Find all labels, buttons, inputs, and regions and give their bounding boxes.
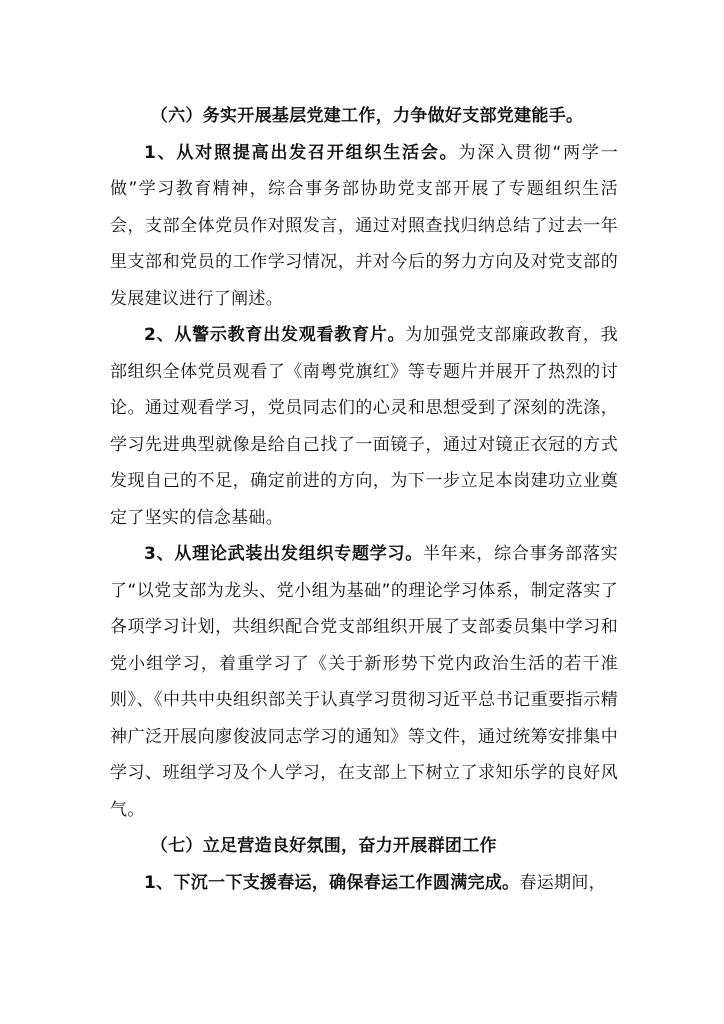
- document-page: [110, 98, 618, 901]
- section-7-heading: （七）立足营造良好氛围，奋力开展群团工作: [150, 836, 497, 856]
- item-lead: 1、下沉一下支援春运，确保春运工作圆满完成。: [144, 872, 520, 893]
- section-6-heading: （六）务实开展基层党建工作，力争做好支部党建能手。: [150, 106, 584, 126]
- section-6-item-3: [110, 536, 618, 828]
- section-6-item-1: [110, 135, 618, 318]
- item-text: 春运期间，: [519, 872, 606, 893]
- item-text: 为深入贯彻“两学一做”学习教育精神，综合事务部协助党支部开展了专题组织生活会，支部全体党员作对照发言，通过对照查找归纳总结了过去一年里支部和党员的工作学习情况，并对今后的努力方向及对党支部的发展建议进行了阐述。: [110, 142, 618, 309]
- section-6-item-2: [110, 317, 618, 536]
- item-text: 为加强党支部廉政教育，我部组织全体党员观看了《南粤党旗红》等专题片并展开了热烈的讨论。通过观看学习，党员同志们的心灵和思想受到了深刻的洗涤，学习先进典型就像是给自己找了一面镜子，通过对镜正衣冠的方式发现自己的不足，确定前进的方向，为下一步立足本岗建功立业奠定了坚实的信念基础。: [110, 325, 618, 528]
- item-lead: 2、从警示教育出发观看教育片。: [144, 325, 406, 345]
- item-lead: 1、从对照提高出发召开组织生活会。: [144, 142, 459, 163]
- item-lead: 3、从理论武装出发组织专题学习。: [144, 544, 424, 564]
- section-7-item-1: [110, 865, 618, 902]
- item-text: 半年来，综合事务部落实了“以党支部为龙头、党小组为基础”的理论学习体系，制定落实了各项学习计划，共组织配合党支部组织开展了支部委员集中学习和党小组学习，着重学习了《关于新形势下党内政治生活的若干准则》、《中共中央组织部关于认真学习贯彻习近平总书记重要指示精神广泛开展向廖俊波同志学习的通知》等文件，通过统筹安排集中学习、班组学习及个人学习，在支部上下树立了求知乐学的良好风气。: [110, 544, 618, 820]
